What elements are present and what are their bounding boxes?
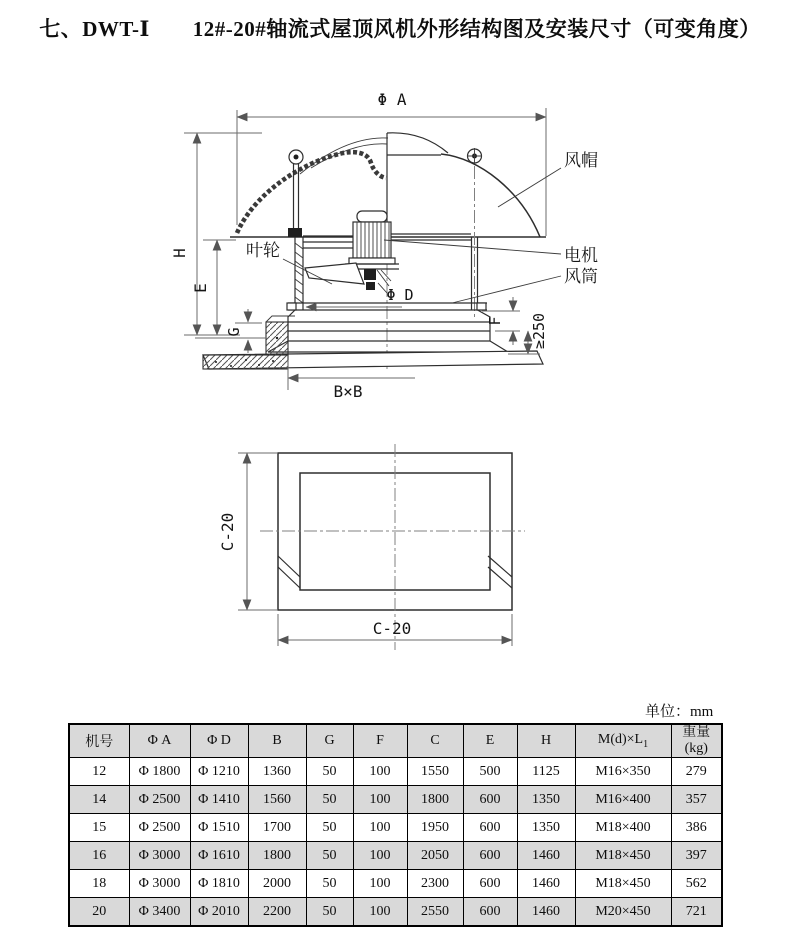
table-cell: 14 [69, 786, 129, 814]
section-view [170, 90, 598, 401]
support-arms-left [303, 236, 353, 248]
col-header-e: E [463, 724, 517, 758]
table-cell: 600 [463, 842, 517, 870]
table-cell: Φ 1800 [129, 758, 190, 786]
table-cell: 50 [306, 898, 353, 927]
table-cell: 721 [671, 898, 722, 927]
table-cell: 2550 [407, 898, 463, 927]
dim-c20-bottom [278, 614, 512, 646]
table-cell: 50 [306, 786, 353, 814]
col-header-model: 机号 [69, 724, 129, 758]
table-cell: 2000 [248, 870, 306, 898]
table-cell: M18×450 [575, 842, 671, 870]
table-cell: 1460 [517, 870, 575, 898]
label-wind-cap: 风帽 [564, 151, 598, 170]
dim-h [170, 133, 262, 335]
dim-f [482, 297, 520, 345]
table-cell: 1460 [517, 842, 575, 870]
cap-outline-right [441, 154, 540, 237]
shaft-block [366, 282, 375, 290]
rod-clamp-block [288, 228, 302, 237]
dim-label-bxb: B×B [333, 382, 363, 401]
label-impeller: 叶轮 [246, 241, 280, 260]
table-cell: 100 [353, 786, 407, 814]
table-cell: Φ 3000 [129, 870, 190, 898]
dim-phi-d [306, 286, 414, 307]
base-step [266, 316, 295, 322]
leader-motor [384, 240, 561, 254]
table-cell: Φ 1210 [190, 758, 248, 786]
col-header-c: C [407, 724, 463, 758]
table-cell: 1550 [407, 758, 463, 786]
col-header-h: H [517, 724, 575, 758]
impeller-hub [364, 269, 376, 280]
bolt-header-main: M(d)×L [597, 732, 644, 748]
table-cell: 600 [463, 786, 517, 814]
bolt-header-sub: 1 [643, 738, 649, 750]
flange-tab [477, 303, 486, 310]
table-cell: 2300 [407, 870, 463, 898]
dim-label-c20-bottom: C-20 [372, 619, 412, 638]
dim-g [195, 309, 266, 353]
table-cell: 397 [671, 842, 722, 870]
col-header-b: B [248, 724, 306, 758]
dim-label-g: G [225, 327, 243, 337]
table-cell: 1700 [248, 814, 306, 842]
dim-label-min250: ≥250 [530, 312, 548, 350]
table-cell: 20 [69, 898, 129, 927]
table-cell: 50 [306, 758, 353, 786]
table-row-12 [69, 758, 722, 786]
label-motor: 电机 [564, 246, 598, 265]
dim-label-phi-a: Φ A [377, 90, 407, 109]
table-cell: 1125 [517, 758, 575, 786]
base-skirt [268, 341, 508, 352]
table-cell: Φ 2500 [129, 786, 190, 814]
table-header-row [69, 724, 722, 758]
hinge-bolt-center [294, 155, 299, 160]
dim-min-height [508, 313, 548, 354]
table-cell: 100 [353, 898, 407, 927]
base-cone [288, 310, 490, 322]
table-row-14 [69, 786, 722, 814]
dim-label-f: F [486, 316, 504, 326]
table-cell: Φ 2010 [190, 898, 248, 927]
page-title: 七、DWT-Ⅰ 12#-20#轴流式屋顶风机外形结构图及安装尺寸（可变角度） [39, 17, 761, 41]
table-cell: Φ 1510 [190, 814, 248, 842]
table-cell: 1800 [407, 786, 463, 814]
table-cell: Φ 1410 [190, 786, 248, 814]
col-header-weight [671, 724, 722, 758]
table-cell: 50 [306, 870, 353, 898]
table-cell: M16×400 [575, 786, 671, 814]
table-cell: 2200 [248, 898, 306, 927]
table-cell: 100 [353, 870, 407, 898]
table-cell: Φ 3400 [129, 898, 190, 927]
table-cell: 100 [353, 842, 407, 870]
table-cell: 1350 [517, 786, 575, 814]
table-cell: 2050 [407, 842, 463, 870]
table-cell: M16×350 [575, 758, 671, 786]
dim-label-h: H [170, 248, 189, 258]
table-row-20 [69, 898, 722, 927]
col-header-phi-d: Φ D [190, 724, 248, 758]
base-body [288, 322, 490, 341]
cap-ridge-arc [387, 133, 448, 153]
top-view [218, 444, 525, 650]
leader-air-duct [452, 276, 561, 303]
table-cell: 1460 [517, 898, 575, 927]
table-cell: 500 [463, 758, 517, 786]
table-cell: 50 [306, 814, 353, 842]
col-header-bolt [575, 724, 671, 758]
col-header-f: F [353, 724, 407, 758]
table-cell: Φ 3000 [129, 842, 190, 870]
table-cell: Φ 1610 [190, 842, 248, 870]
table-cell: Φ 2500 [129, 814, 190, 842]
flange-tab [287, 303, 296, 310]
table-row-16 [69, 842, 722, 870]
table-cell: 357 [671, 786, 722, 814]
duct-wall-hatch [295, 243, 303, 303]
weight-header-line2: (kg) [684, 741, 708, 757]
ext-lines [184, 133, 262, 335]
table-cell: M20×450 [575, 898, 671, 927]
motor-cap [357, 211, 387, 222]
table-cell: Φ 1810 [190, 870, 248, 898]
table-cell: 1360 [248, 758, 306, 786]
dim-label-c20-left: C-20 [218, 512, 237, 552]
table-cell: 562 [671, 870, 722, 898]
dimension-table [68, 723, 723, 927]
table-row-15 [69, 814, 722, 842]
dim-label-e: E [191, 283, 210, 293]
table-row-18 [69, 870, 722, 898]
table-cell: M18×450 [575, 870, 671, 898]
col-header-g: G [306, 724, 353, 758]
table-cell: 600 [463, 870, 517, 898]
table-cell: 386 [671, 814, 722, 842]
cap-flap-arc [311, 144, 387, 168]
table-cell: 600 [463, 898, 517, 927]
table-cell: 279 [671, 758, 722, 786]
table-cell: 100 [353, 758, 407, 786]
table-cell: 1350 [517, 814, 575, 842]
table-cell: 16 [69, 842, 129, 870]
dim-label-phi-d: Φ D [386, 286, 414, 304]
table-cell: 1800 [248, 842, 306, 870]
label-air-duct: 风筒 [564, 267, 598, 286]
col-header-phi-a: Φ A [129, 724, 190, 758]
unit-note: 单位：mm [645, 704, 714, 720]
table-cell: 15 [69, 814, 129, 842]
table-cell: 50 [306, 842, 353, 870]
table-cell: 12 [69, 758, 129, 786]
dim-phi-a [237, 90, 546, 236]
table-cell: 18 [69, 870, 129, 898]
impeller-blade [305, 263, 364, 284]
weight-header-line1: 重量 [682, 725, 711, 740]
table-cell: 1560 [248, 786, 306, 814]
dim-e [191, 240, 236, 335]
table-cell: 1950 [407, 814, 463, 842]
table-cell: 600 [463, 814, 517, 842]
table-cell: 100 [353, 814, 407, 842]
table-cell: M18×400 [575, 814, 671, 842]
